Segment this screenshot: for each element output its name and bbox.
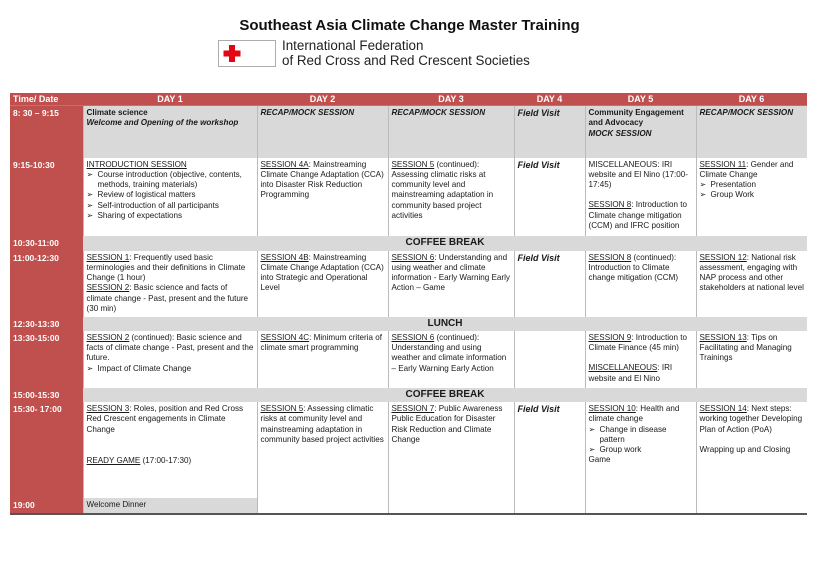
session-label: SESSION 4C bbox=[260, 332, 310, 342]
schedule-cell bbox=[696, 251, 807, 317]
schedule-cell bbox=[696, 402, 807, 498]
schedule-cell bbox=[388, 331, 514, 388]
session-label: SESSION 5 bbox=[391, 159, 435, 169]
session-label: SESSION 2 bbox=[86, 283, 130, 293]
schedule-cell bbox=[257, 158, 388, 236]
session-label: SESSION 1 bbox=[86, 252, 130, 262]
cell-text: INTRODUCTION SESSION bbox=[86, 159, 187, 169]
session-label: SESSION 10 bbox=[588, 404, 636, 414]
schedule-table bbox=[10, 93, 807, 515]
schedule-cell bbox=[514, 331, 585, 388]
list-item: ➢ Change in disease pattern bbox=[600, 425, 693, 445]
cell-text: : Assessing climatic risks at community level and mainstreaming adaptation in community based project activities bbox=[260, 404, 384, 444]
cell-text: : Understanding and using weather and climate information - Early Warning Early Action – Game bbox=[391, 252, 510, 293]
cell-text: : Mainstreaming Climate Change Adaptation (CCA) into Strategic and Operational Level bbox=[260, 252, 384, 293]
time-cell: 8: 30 – 9:15 bbox=[10, 106, 83, 158]
table-row bbox=[10, 158, 807, 236]
time-cell: 15:30- 17:00 bbox=[10, 402, 83, 498]
cell-text: (continued): Basic science and facts of climate change - Past, present and the future. bbox=[86, 332, 254, 363]
header-day-3: DAY 3 bbox=[388, 93, 514, 106]
schedule-cell bbox=[696, 498, 807, 514]
cell-text: : Next steps: working together Developing Plan of Action (PoA) bbox=[699, 404, 803, 434]
welcome-dinner-cell: Welcome Dinner bbox=[83, 498, 257, 514]
org-line-2: of Red Cross and Red Crescent Societies bbox=[282, 52, 530, 68]
list-item: ➢ Self-introduction of all participants bbox=[98, 201, 254, 211]
schedule-cell: Field Visit bbox=[514, 251, 585, 317]
schedule-cell: Field Visit bbox=[514, 402, 585, 498]
list-item: ➢ Presentation bbox=[711, 180, 805, 190]
break-row bbox=[10, 317, 807, 331]
cell-text: : Frequently used basic terminologies and their definitions in Climate Change (1 hour) bbox=[86, 252, 246, 283]
schedule-cell bbox=[257, 498, 388, 514]
table-row bbox=[10, 498, 807, 514]
cell-text: Wrapping up and Closing bbox=[699, 444, 791, 454]
break-row bbox=[10, 388, 807, 402]
schedule-cell bbox=[514, 498, 585, 514]
session-label: READY GAME bbox=[86, 455, 141, 465]
list-item: ➢ Group work bbox=[600, 445, 693, 455]
header-time: Time/ Date bbox=[10, 93, 83, 106]
session-label: SESSION 14 bbox=[699, 404, 747, 414]
schedule-cell: Field Visit bbox=[514, 158, 585, 236]
list-item: ➢ Group Work bbox=[711, 190, 805, 200]
table-row bbox=[10, 251, 807, 317]
cell-text: Climate science bbox=[86, 108, 148, 118]
schedule-cell: Field Visit bbox=[514, 106, 585, 158]
time-cell: 9:15-10:30 bbox=[10, 158, 83, 236]
red-cross-crescent-logo bbox=[218, 40, 276, 67]
schedule-cell bbox=[83, 251, 257, 317]
header-day-5: DAY 5 bbox=[585, 93, 696, 106]
time-cell: 15:00-15:30 bbox=[10, 388, 83, 402]
cell-text: : Health and climate change bbox=[588, 404, 680, 424]
header-day-4: DAY 4 bbox=[514, 93, 585, 106]
schedule-cell bbox=[585, 106, 696, 158]
cell-text: : Roles, position and Red Cross Red Crescent engagements in Climate Change bbox=[86, 404, 244, 434]
session-label: MISCELLANEOUS bbox=[588, 363, 658, 373]
session-label: SESSION 13 bbox=[699, 332, 747, 342]
cell-text: : Introduction to Climate change mitigation (CCM) and IFRC position bbox=[588, 200, 688, 230]
cell-text: (continued): Assessing climatic risks at community level and mainstreaming adaptation in community based project activities bbox=[391, 159, 494, 220]
schedule-cell bbox=[257, 331, 388, 388]
cell-text: : Public Awareness Public Education for Disaster Risk Reduction and Climate Change bbox=[391, 404, 503, 444]
cell-text: : Minimum criteria of climate smart programming bbox=[260, 332, 382, 353]
schedule-cell bbox=[388, 402, 514, 498]
cell-text: : Mainstreaming Climate Change Adaptation (CCA) into Disaster Risk Reduction Programming bbox=[260, 159, 384, 200]
time-cell: 11:00-12:30 bbox=[10, 251, 83, 317]
schedule-cell bbox=[585, 331, 696, 388]
schedule-cell bbox=[585, 158, 696, 236]
page-title: Southeast Asia Climate Change Master Training bbox=[239, 17, 580, 34]
schedule-cell bbox=[585, 498, 696, 514]
session-label: SESSION 2 bbox=[86, 332, 130, 342]
schedule-cell bbox=[257, 402, 388, 498]
table-row bbox=[10, 402, 807, 498]
session-label: SESSION 8 bbox=[588, 252, 632, 262]
schedule-cell: RECAP/MOCK SESSION bbox=[257, 106, 388, 158]
session-label: SESSION 8 bbox=[588, 200, 632, 210]
bullet-list bbox=[589, 425, 693, 456]
cell-text: Game bbox=[588, 455, 611, 465]
cell-text: (continued): Introduction to Climate change mitigation (CCM) bbox=[588, 252, 679, 283]
session-label: SESSION 3 bbox=[86, 404, 130, 414]
list-item: ➢ Sharing of expectations bbox=[98, 211, 254, 221]
table-row bbox=[10, 331, 807, 388]
table-row bbox=[10, 106, 807, 158]
cell-text: : Introduction to Climate Finance (45 min) bbox=[588, 332, 688, 353]
header-day-6: DAY 6 bbox=[696, 93, 807, 106]
schedule-cell bbox=[257, 251, 388, 317]
session-label: SESSION 5 bbox=[260, 404, 304, 414]
session-label: SESSION 9 bbox=[588, 332, 632, 342]
cell-text: MISCELLANEOUS: IRI website and El Nino (17:00-17:45) bbox=[588, 159, 688, 190]
schedule-cell bbox=[585, 402, 696, 498]
cell-text: : National risk assessment, engaging with NAP process and other stakeholders at national level bbox=[699, 252, 804, 293]
cell-text: : Gender and Climate Change bbox=[699, 159, 794, 179]
header-day-1: DAY 1 bbox=[83, 93, 257, 106]
session-label: SESSION 4B bbox=[260, 252, 309, 262]
time-cell: 13:30-15:00 bbox=[10, 331, 83, 388]
cell-text: (continued): Understanding and using weather and climate information – Early Warning Early Action bbox=[391, 332, 507, 373]
schedule-cell bbox=[388, 158, 514, 236]
session-label: SESSION 6 bbox=[391, 252, 435, 262]
header-day-2: DAY 2 bbox=[257, 93, 388, 106]
cell-text: : Tips on Facilitating and Managing Trainings bbox=[699, 332, 792, 363]
organization-name bbox=[282, 39, 530, 68]
session-label: SESSION 7 bbox=[391, 404, 435, 414]
schedule-cell bbox=[388, 251, 514, 317]
header-row bbox=[10, 93, 807, 106]
list-item: ➢ Review of logistical matters bbox=[98, 190, 254, 200]
break-label: COFFEE BREAK bbox=[83, 388, 807, 402]
break-label: COFFEE BREAK bbox=[83, 236, 807, 251]
list-item: ➢ Impact of Climate Change bbox=[98, 364, 254, 374]
session-label: SESSION 6 bbox=[391, 332, 435, 342]
break-row bbox=[10, 236, 807, 251]
cell-text: Community Engagement and Advocacy bbox=[588, 108, 684, 128]
schedule-cell bbox=[83, 106, 257, 158]
list-item: ➢ Course introduction (objective, contents, methods, training materials) bbox=[98, 170, 254, 190]
session-label: SESSION 11 bbox=[699, 159, 747, 169]
bullet-list bbox=[87, 364, 254, 374]
schedule-cell bbox=[585, 251, 696, 317]
schedule-cell bbox=[83, 331, 257, 388]
schedule-cell: RECAP/MOCK SESSION bbox=[388, 106, 514, 158]
schedule-cell bbox=[388, 498, 514, 514]
schedule-cell bbox=[696, 158, 807, 236]
break-label: LUNCH bbox=[83, 317, 807, 331]
time-cell: 10:30-11:00 bbox=[10, 236, 83, 251]
time-cell: 12:30-13:30 bbox=[10, 317, 83, 331]
cell-text: MOCK SESSION bbox=[588, 128, 652, 138]
cell-text: (17:00-17:30) bbox=[140, 455, 192, 465]
org-line-1: International Federation bbox=[282, 38, 424, 53]
bullet-list bbox=[87, 170, 254, 221]
schedule-cell bbox=[83, 158, 257, 236]
schedule-cell: RECAP/MOCK SESSION bbox=[696, 106, 807, 158]
cell-text: : IRI website and El Nino bbox=[588, 363, 673, 383]
session-label: SESSION 4A bbox=[260, 159, 309, 169]
cell-text: Welcome and Opening of the workshop bbox=[86, 118, 239, 128]
session-label: SESSION 12 bbox=[699, 252, 747, 262]
schedule-cell bbox=[83, 402, 257, 498]
time-cell: 19:00 bbox=[10, 498, 83, 514]
schedule-cell bbox=[696, 331, 807, 388]
bullet-list bbox=[700, 180, 805, 200]
cell-text: : Basic science and facts of climate change - Past, present and the future (30 min) bbox=[86, 283, 249, 313]
